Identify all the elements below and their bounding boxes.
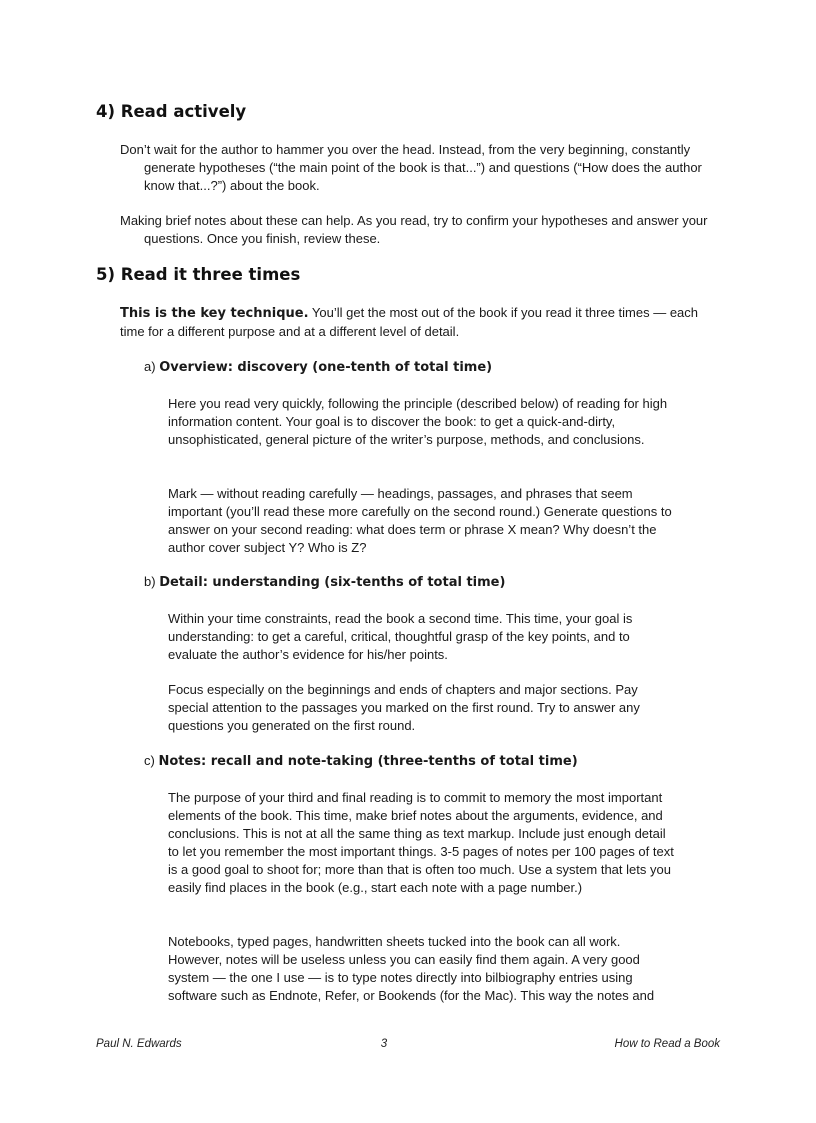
- subsection-c-paragraph-2: Notebooks, typed pages, handwritten sheets tucked into the book can all work. However, notes will be useless unless you can easily find them again. A very good system — the one I use — is to type notes directly into bilbiography entries using software such as Endnote, Refer, or Bookends (for the Mac). This way the notes and: [168, 934, 655, 1003]
- subsection-b-paragraph-2: Focus especially on the beginnings and ends of chapters and major sections. Pay special attention to the passages you marked on the first round. Try to answer any questions you generated on the first round.: [168, 682, 640, 733]
- subsection-a-paragraph-2: Mark — without reading carefully — headings, passages, and phrases that seem important (you’ll read these more carefully on the second round.) Generate questions to answer on your second reading: what does term or phrase X mean? Why doesn’t the author cover subject Y? Who is Z?: [168, 486, 672, 555]
- section-4-paragraph-2: Making brief notes about these can help. As you read, try to confirm your hypotheses and answer your questions. Once you finish, review these.: [120, 213, 708, 246]
- subsection-a-heading: [144, 358, 492, 377]
- subsection-c-label: c): [144, 753, 155, 768]
- footer-page-number: 3: [380, 1038, 388, 1050]
- footer-title: How to Read a Book: [614, 1038, 720, 1050]
- subsection-c-paragraph-1: The purpose of your third and final reading is to commit to memory the most important elements of the book. This time, make brief notes about the arguments, evidence, and conclusions. This is not at all the same thing as text markup. Include just enough detail to let you remember the most important things. 3-5 pages of notes per 100 pages of text is a good goal to shoot for; more than that is often too much. Use a system that lets you easily find places in the book (e.g., start each note with a page number.): [168, 790, 674, 895]
- key-technique-label: This is the key technique.: [120, 306, 309, 321]
- subsection-a-paragraph-1: Here you read very quickly, following the principle (described below) of reading for high information content. Your goal is to discover the book: to get a quick-and-dirty, unsophisticated, general picture of the writer’s purpose, methods, and conclusions.: [168, 396, 668, 447]
- subsection-c-heading: [144, 752, 578, 771]
- section-4-paragraph-1: Don’t wait for the author to hammer you over the head. Instead, from the very beginning, constantly generate hypotheses (“the main point of the book is that...”) and questions (“How does the author know that...?”) about the book.: [120, 142, 702, 193]
- subsection-a-title: Overview: discovery (one-tenth of total time): [159, 360, 493, 375]
- subsection-b-heading: [144, 573, 505, 592]
- section-5-heading: 5) Read it three times: [96, 265, 301, 284]
- subsection-c-title: Notes: recall and note-taking (three-tenths of total time): [158, 754, 578, 769]
- footer-author: Paul N. Edwards: [96, 1038, 182, 1050]
- section-4-heading: 4) Read actively: [96, 102, 247, 121]
- subsection-a-label: a): [144, 359, 156, 374]
- subsection-b-paragraph-1: Within your time constraints, read the book a second time. This time, your goal is understanding: to get a careful, critical, thoughtful grasp of the key points, and to evaluate the author’s evidence for his/her points.: [168, 611, 633, 662]
- section-5-intro-text: You’ll get the most out of the book if you read it three times — each time for a different purpose and at a different level of detail.: [120, 305, 699, 339]
- subsection-b-label: b): [144, 574, 156, 589]
- section-5-intro: [120, 304, 710, 341]
- subsection-b-title: Detail: understanding (six-tenths of total time): [159, 575, 506, 590]
